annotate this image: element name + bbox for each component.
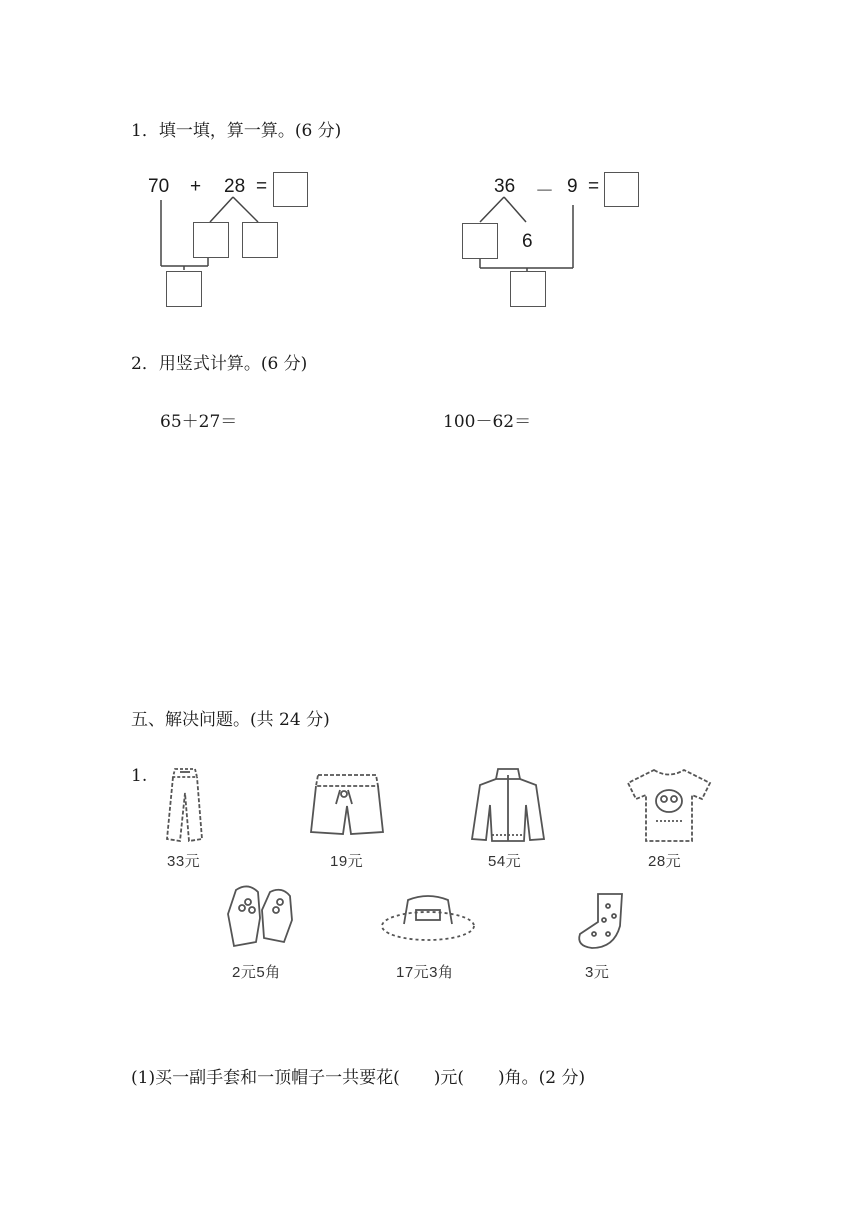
q1-title: 1．填一填，算一算。(6 分)	[131, 121, 342, 141]
sock-icon	[570, 890, 630, 955]
item-tshirt	[622, 765, 717, 849]
section5-q1-label: 1.	[131, 766, 148, 786]
item-shorts	[308, 770, 388, 844]
price-tshirt: 28元	[648, 853, 682, 870]
q1-left-operator: +	[190, 176, 202, 197]
q1-left-operand-b: 28	[224, 176, 246, 197]
q1-right-operand-a: 36	[494, 176, 516, 197]
price-jacket: 54元	[488, 853, 522, 870]
shorts-icon	[308, 770, 388, 840]
q2-title: 2．用竖式计算。(6 分)	[131, 354, 308, 374]
hat-icon	[378, 890, 478, 950]
gloves-icon	[218, 880, 308, 955]
q1-left-split-box-1[interactable]	[193, 222, 229, 258]
price-hat: 17元3角	[396, 964, 454, 981]
item-jacket	[468, 765, 548, 849]
q1-left-operand-a: 70	[148, 176, 170, 197]
q1-right-operand-b: 9	[567, 176, 578, 197]
q1-right-answer-box[interactable]	[604, 172, 639, 207]
q1-right-operator: －	[535, 181, 555, 202]
item-hat	[378, 890, 478, 954]
q2-expression-1: 65＋27＝	[160, 412, 238, 432]
q1-right-split-box[interactable]	[462, 223, 498, 259]
section5-title: 五、解决问题。(共 24 分)	[131, 710, 330, 730]
item-sock	[570, 890, 630, 959]
tshirt-icon	[622, 765, 717, 845]
item-gloves	[218, 880, 308, 959]
q1-right-split-part: 6	[522, 231, 533, 252]
q1-left-equals: =	[256, 176, 268, 197]
price-pants: 33元	[167, 853, 201, 870]
price-sock: 3元	[585, 964, 610, 981]
q1-right-partial-box[interactable]	[510, 271, 546, 307]
price-gloves: 2元5角	[232, 964, 281, 981]
q2-expression-2: 100－62＝	[443, 412, 532, 432]
item-pants	[160, 765, 210, 849]
price-shorts: 19元	[330, 853, 364, 870]
q1-left-partial-box[interactable]	[166, 271, 202, 307]
q1-left-split-box-2[interactable]	[242, 222, 278, 258]
section5-subquestion-1: (1)买一副手套和一顶帽子一共要花( )元( )角。(2 分)	[131, 1068, 586, 1088]
pants-icon	[160, 765, 210, 845]
jacket-icon	[468, 765, 548, 845]
q1-right-equals: =	[588, 176, 600, 197]
